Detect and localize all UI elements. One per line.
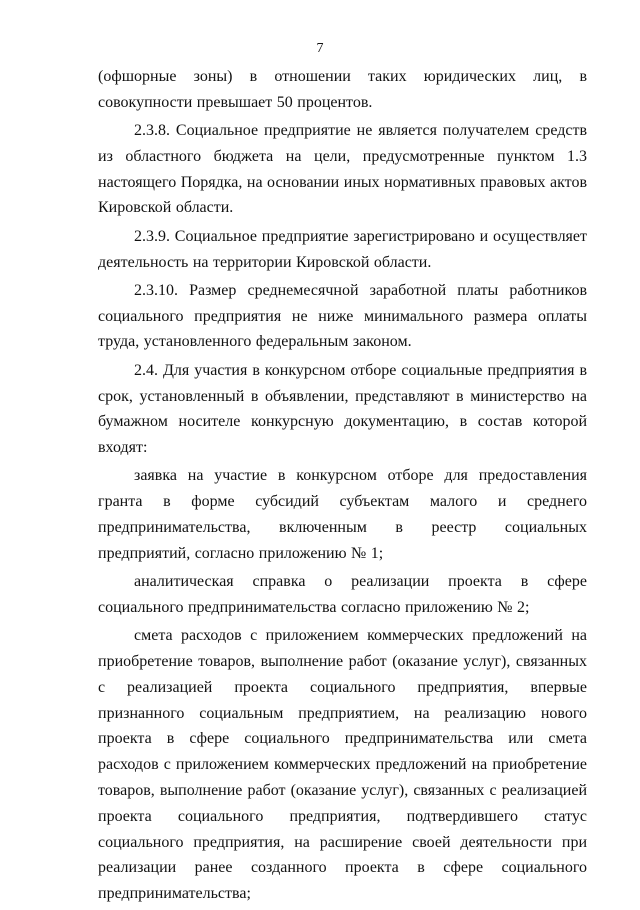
paragraph-analytical-note: аналитическая справка о реализации проекта в сфере социального предпринимательства согласно приложению № 2; xyxy=(98,573,587,616)
document-body xyxy=(98,64,587,910)
page-number: 7 xyxy=(316,41,324,56)
paragraph-cost-estimate: смета расходов с приложением коммерческих предложений на приобретение товаров, выполнение работ (оказание услуг), связанных с реализацией проекта социального предприятия, впервые признанного социальным предприятием, на реализацию нового проекта в сфере социального предпринимательства или смета расходов с приложением коммерческих предложений на приобретение товаров, выполнение работ (оказание услуг), связанных с реализацией проекта социального предприятия, подтвердившего статус социального предприятия, на расширение своей деятельности при реализации ранее созданного проекта в сфере социального предпринимательства; xyxy=(98,627,587,903)
paragraph-2-3-8: 2.3.8. Социальное предприятие не является получателем средств из областного бюджета на цели, предусмотренные пунктом 1.3 настоящего Порядка, на основании иных нормативных правовых актов Кировской области. xyxy=(98,122,587,217)
paragraph-2-3-10: 2.3.10. Размер среднемесячной заработной платы работников социального предприятия не ниже минимального размера оплаты труда, установленного федеральным законом. xyxy=(98,281,587,351)
paragraph-application: заявка на участие в конкурсном отборе для предоставления гранта в форме субсидий субъектам малого и среднего предпринимательства, включенным в реестр социальных предприятий, согласно приложению № 1; xyxy=(98,467,587,562)
paragraph-2-3-9: 2.3.9. Социальное предприятие зарегистрировано и осуществляет деятельность на территории Кировской области. xyxy=(98,227,587,271)
paragraph-continuation: (офшорные зоны) в отношении таких юридических лиц, в совокупности превышает 50 процентов. xyxy=(98,68,587,111)
paragraph-2-4: 2.4. Для участия в конкурсном отборе социальные предприятия в срок, установленный в объявлении, представляют в министерство на бумажном носителе конкурсную документацию, в состав которой входят: xyxy=(98,361,587,457)
